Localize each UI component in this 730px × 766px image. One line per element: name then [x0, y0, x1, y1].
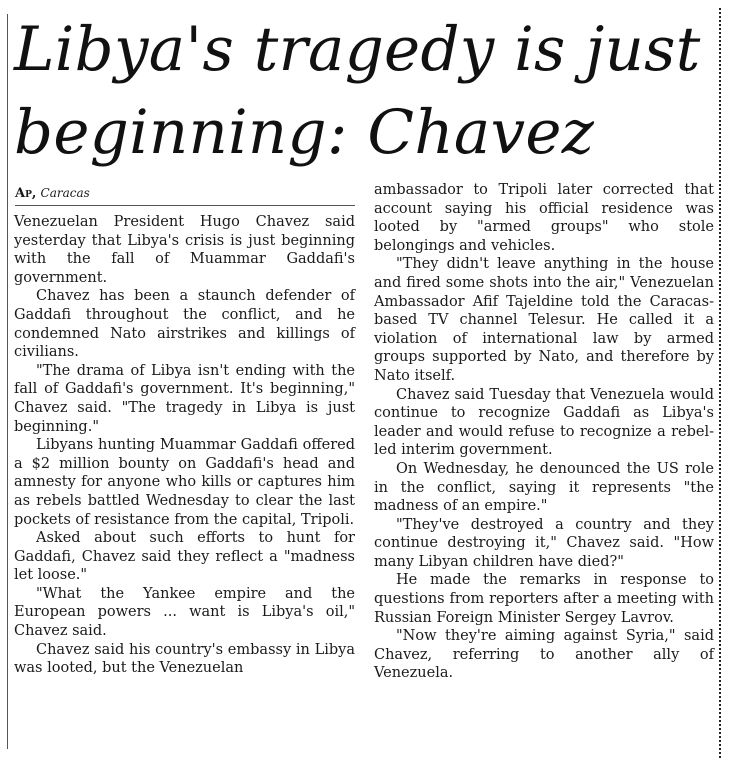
headline: Libya's tragedy is just beginning: Chavez: [14, 14, 701, 168]
paragraph: Chavez said his country's embassy in Libya was looted, but the Venezuelan: [14, 641, 355, 677]
right-dotted-border: [719, 8, 721, 758]
article-column-2: [374, 181, 714, 683]
paragraph: "They didn't leave anything in the house and fired some shots into the air," Venezuelan Ambassador Afif Tajeldine told the Caracas-based TV channel Telesur. He called it a violation of international law by armed groups supported by Nato, and therefore by Nato itself.: [374, 256, 714, 384]
paragraph-continuation: ambassador to Tripoli later corrected that account saying his official residence was looted by "armed groups" who stole belongings and vehicles.: [374, 182, 714, 254]
byline: [15, 183, 355, 206]
article-column-1: [14, 213, 355, 678]
paragraph: "They've destroyed a country and they continue destroying it," Chavez said. "How many Libyan children have died?": [374, 516, 714, 570]
paragraph: On Wednesday, he denounced the US role in the conflict, saying it represents "the madness of an empire.": [374, 460, 714, 515]
left-column-rule: [7, 14, 8, 749]
paragraph: He made the remarks in response to questions from reporters after a meeting with Russian Foreign Minister Sergey Lavrov.: [374, 572, 714, 626]
byline-agency: Ap,: [15, 186, 37, 201]
paragraph: "Now they're aiming against Syria," said Chavez, referring to another ally of Venezuela.: [374, 628, 714, 682]
paragraph: Chavez has been a staunch defender of Gaddafi throughout the conflict, and he condemned Nato airstrikes and killings of civilians.: [14, 288, 355, 361]
paragraph: Chavez said Tuesday that Venezuela would continue to recognize Gaddafi as Libya's leader and would refuse to recognize a rebel-led interim government.: [374, 386, 714, 459]
paragraph: "The drama of Libya isn't ending with the fall of Gaddafi's government. It's beginning," Chavez said. "The tragedy in Libya is just beginning.": [14, 362, 355, 435]
paragraph: Libyans hunting Muammar Gaddafi offered a $2 million bounty on Gaddafi's head and amnesty for anyone who kills or captures him as rebels battled Wednesday to clear the last pockets of resistance from the capital, Tripoli.: [14, 437, 355, 528]
paragraph: "What the Yankee empire and the European powers ... want is Libya's oil," Chavez said.: [14, 585, 355, 640]
paragraph: Asked about such efforts to hunt for Gaddafi, Chavez said they reflect a "madness let loose.": [14, 530, 355, 584]
paragraph: Venezuelan President Hugo Chavez said yesterday that Libya's crisis is just beginning with the fall of Muammar Gaddafi's government.: [14, 214, 355, 286]
byline-place: Caracas: [40, 186, 90, 200]
